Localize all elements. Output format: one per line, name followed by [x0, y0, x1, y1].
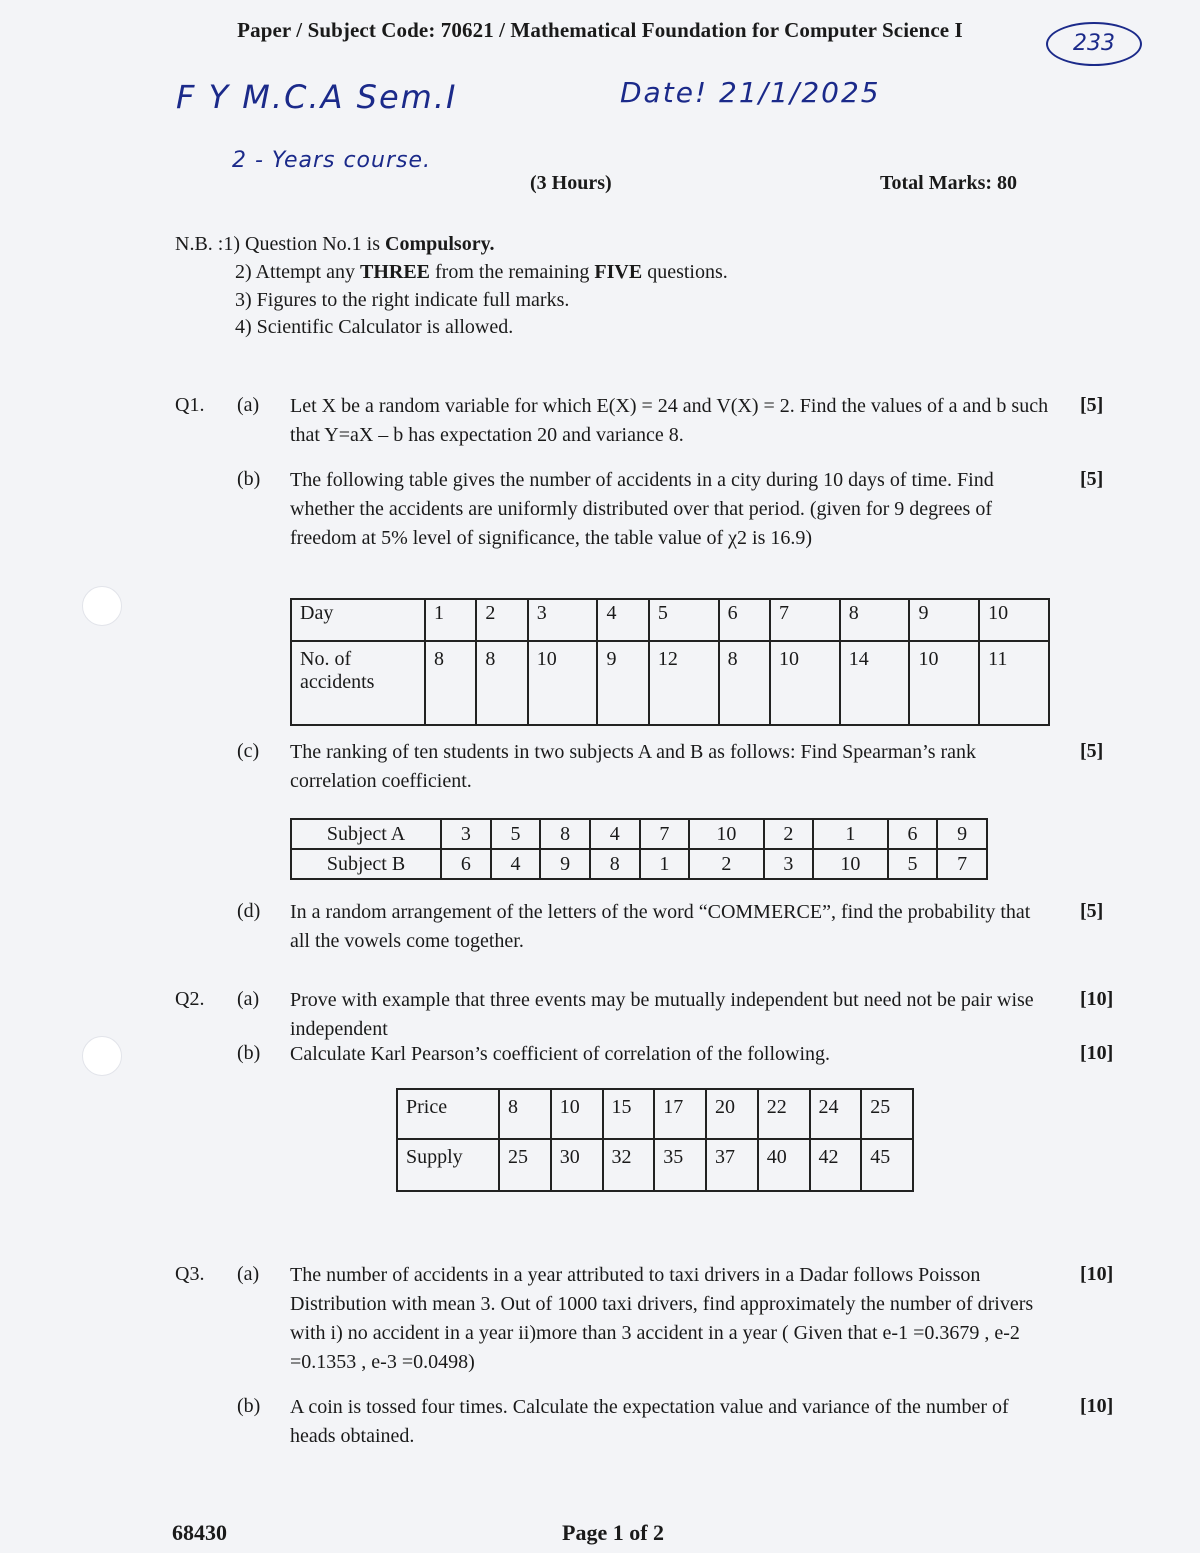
table-cell: 25: [499, 1139, 551, 1191]
table-cell: 9: [597, 641, 648, 725]
handwritten-date: Date! 21/1/2025: [620, 76, 881, 109]
page-number: Page 1 of 2: [562, 1520, 665, 1545]
question-text: The number of accidents in a year attributed to taxi drivers in a Dadar follows Poisson Distribution with mean 3. Out of 1000 taxi drivers, find approximately the number of drivers with i) no accident in a year ii)more than 3 accident in a year ( Given that e-1 =0.3679 , e-2 =0.1353 , e-3 =0.0498): [290, 1264, 1034, 1373]
question-number: Q1.: [175, 394, 205, 416]
table-cell: 20: [706, 1089, 758, 1139]
part-label: (b): [237, 1395, 261, 1417]
table-cell: 32: [603, 1139, 655, 1191]
table-header-cell: Subject A: [291, 819, 441, 849]
table-cell: 9: [909, 599, 979, 641]
table-header-cell: No. of accidents: [291, 641, 425, 725]
part-label: (a): [237, 394, 260, 416]
table-cell: 10: [909, 641, 979, 725]
table-cell: 45: [861, 1139, 913, 1191]
table-cell: 12: [649, 641, 719, 725]
table-cell: 3: [764, 849, 814, 879]
marks: [5]: [1080, 740, 1104, 762]
instruction-3: 3) Figures to the right indicate full marks.: [235, 289, 570, 311]
question-text: The following table gives the number of accidents in a city during 10 days of time. Find whether the accidents are uniformly distributed over that period. (given for 9 degrees of freedom at 5% level of significance, the table value of χ2 is 16.9): [290, 469, 994, 549]
part-label: (a): [237, 1263, 260, 1285]
table-cell: 8: [840, 599, 910, 641]
circled-number: 233: [1046, 22, 1142, 66]
table-cell: 14: [840, 641, 910, 725]
instruction-2: 2) Attempt any THREE from the remaining FIVE questions.: [235, 261, 728, 283]
part-label: (d): [237, 900, 261, 922]
table-cell: 6: [888, 819, 938, 849]
table-cell: 35: [654, 1139, 706, 1191]
part-label: (b): [237, 1042, 261, 1064]
question-number: Q2.: [175, 988, 205, 1010]
table-header-cell: Subject B: [291, 849, 441, 879]
table-cell: 10: [770, 641, 840, 725]
table-cell: 9: [540, 849, 590, 879]
table-cell: 10: [979, 599, 1049, 641]
table-cell: 4: [491, 849, 541, 879]
part-label: (a): [237, 988, 260, 1010]
table-cell: 17: [654, 1089, 706, 1139]
table-cell: 8: [499, 1089, 551, 1139]
rank-table: [290, 818, 988, 880]
table-cell: 6: [441, 849, 491, 879]
table-cell: 30: [551, 1139, 603, 1191]
part-label: (c): [237, 740, 260, 762]
part-label: (b): [237, 468, 261, 490]
table-cell: 8: [425, 641, 476, 725]
marks: [10]: [1080, 988, 1114, 1010]
total-marks: Total Marks: 80: [880, 172, 1018, 194]
table-cell: 4: [597, 599, 648, 641]
marks: [5]: [1080, 468, 1104, 490]
table-cell: 1: [813, 819, 887, 849]
table-cell: 10: [528, 641, 598, 725]
marks: [10]: [1080, 1263, 1114, 1285]
instruction-1: N.B. :1) Question No.1 is Compulsory.: [175, 233, 495, 255]
table-cell: 8: [719, 641, 770, 725]
question-number: Q3.: [175, 1263, 205, 1285]
instruction-4: 4) Scientific Calculator is allowed.: [235, 316, 514, 338]
table-cell: 42: [810, 1139, 862, 1191]
table-cell: 10: [689, 819, 763, 849]
table-cell: 37: [706, 1139, 758, 1191]
table-header-cell: Price: [397, 1089, 499, 1139]
punch-hole: [82, 586, 122, 626]
table-cell: 22: [758, 1089, 810, 1139]
table-cell: 2: [689, 849, 763, 879]
table-cell: 5: [491, 819, 541, 849]
table-cell: 8: [476, 641, 527, 725]
price-supply-table: [396, 1088, 914, 1192]
question-text: Prove with example that three events may be mutually independent but need not be pair wise independent: [290, 989, 1034, 1040]
marks: [10]: [1080, 1395, 1114, 1417]
table-cell: 11: [979, 641, 1049, 725]
table-cell: 1: [425, 599, 476, 641]
table-header-cell: Supply: [397, 1139, 499, 1191]
table-cell: 7: [937, 849, 987, 879]
question-text: A coin is tossed four times. Calculate the expectation value and variance of the number of heads obtained.: [290, 1396, 1009, 1447]
table-cell: 8: [590, 849, 640, 879]
table-cell: 7: [770, 599, 840, 641]
question-text: Calculate Karl Pearson’s coefficient of correlation of the following.: [290, 1043, 830, 1065]
question-text: Let X be a random variable for which E(X) = 24 and V(X) = 2. Find the values of a and b such that Y=aX – b has expectation 20 and variance 8.: [290, 395, 1049, 446]
table-cell: 15: [603, 1089, 655, 1139]
table-cell: 7: [640, 819, 690, 849]
handwritten-class: F Y M.C.A Sem.I: [176, 78, 458, 116]
table-cell: 8: [540, 819, 590, 849]
accidents-table: [290, 598, 1050, 726]
table-cell: 2: [476, 599, 527, 641]
punch-hole: [82, 1036, 122, 1076]
paper-code-footer: 68430: [172, 1520, 227, 1545]
table-cell: 2: [764, 819, 814, 849]
question-text: The ranking of ten students in two subjects A and B as follows: Find Spearman’s rank correlation coefficient.: [290, 741, 977, 792]
paper-header: Paper / Subject Code: 70621 / Mathematical Foundation for Computer Science I: [237, 18, 963, 42]
table-cell: 6: [719, 599, 770, 641]
table-cell: 10: [551, 1089, 603, 1139]
table-cell: 3: [528, 599, 598, 641]
marks: [10]: [1080, 1042, 1114, 1064]
table-cell: 5: [649, 599, 719, 641]
marks: [5]: [1080, 900, 1104, 922]
table-cell: 4: [590, 819, 640, 849]
exam-duration: (3 Hours): [530, 172, 612, 194]
marks: [5]: [1080, 394, 1104, 416]
table-cell: 3: [441, 819, 491, 849]
table-header-cell: Day: [291, 599, 425, 641]
question-text: In a random arrangement of the letters of the word “COMMERCE”, find the probability that all the vowels come together.: [290, 901, 1031, 952]
table-cell: 9: [937, 819, 987, 849]
table-cell: 1: [640, 849, 690, 879]
table-cell: 10: [813, 849, 887, 879]
table-cell: 5: [888, 849, 938, 879]
table-cell: 24: [810, 1089, 862, 1139]
handwritten-course: 2 - Years course.: [232, 148, 431, 173]
table-cell: 40: [758, 1139, 810, 1191]
table-cell: 25: [861, 1089, 913, 1139]
